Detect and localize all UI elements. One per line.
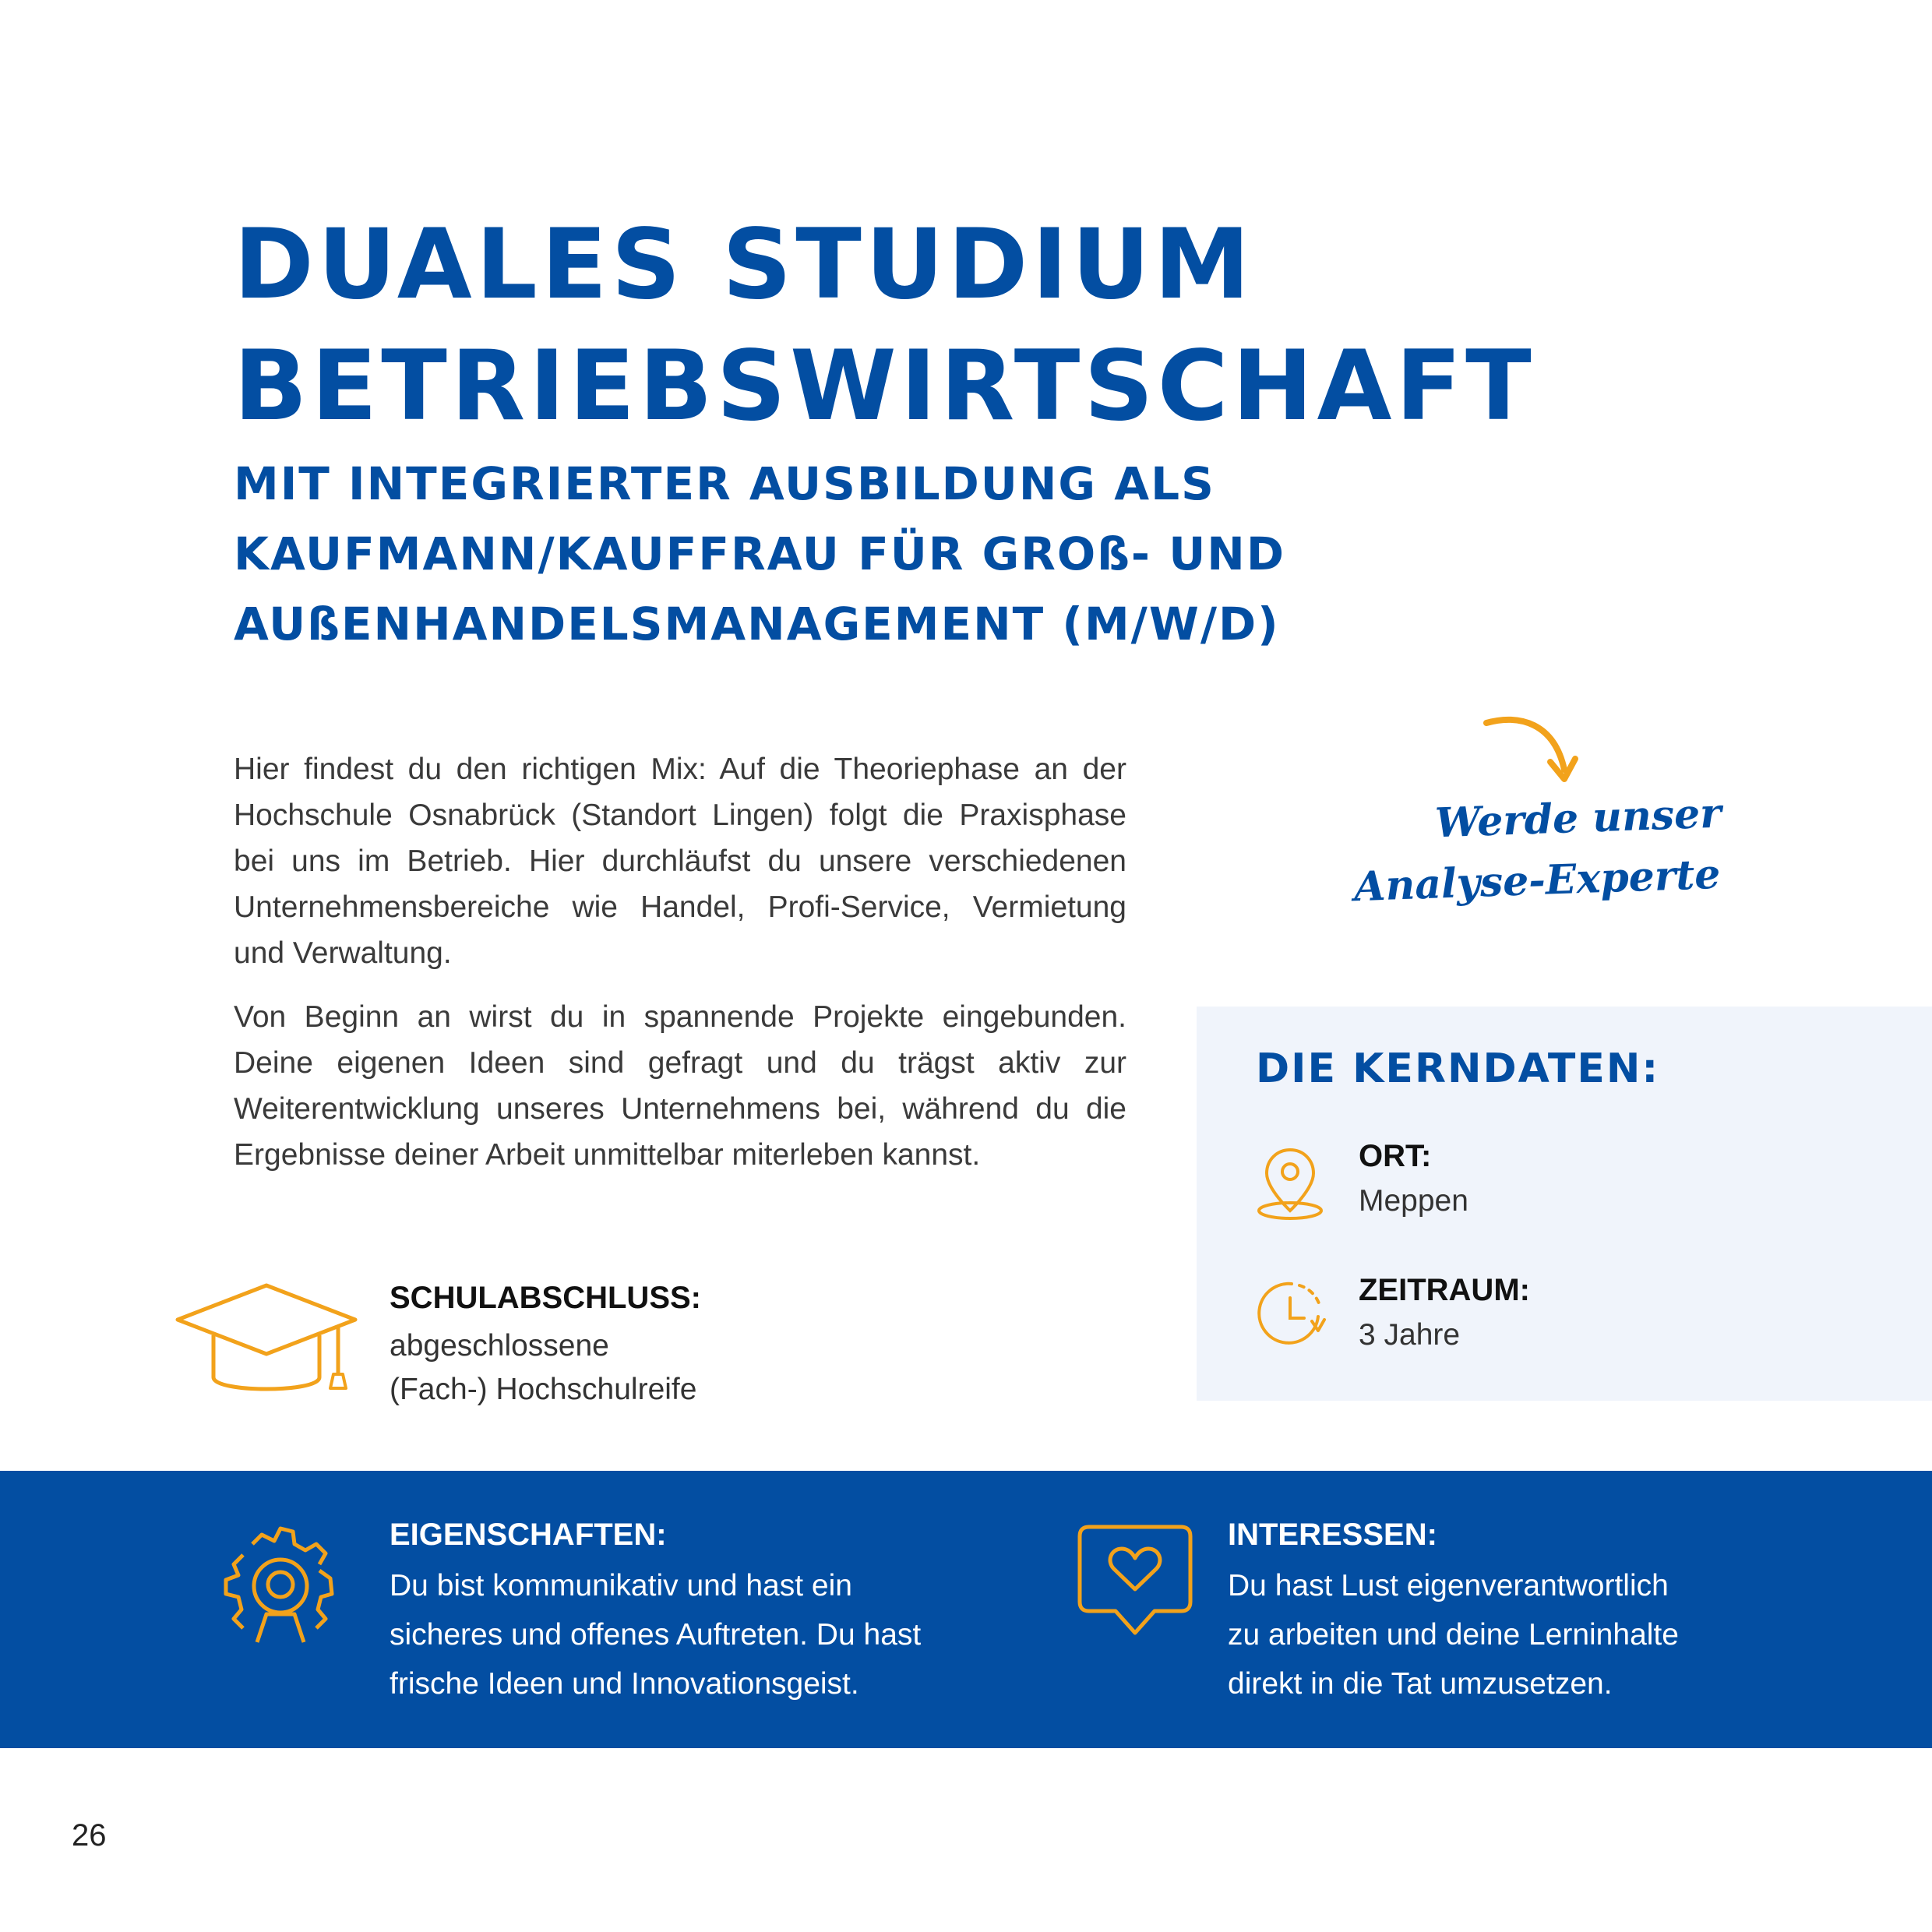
eigenschaften-line: sicheres und offenes Auftreten. Du hast bbox=[390, 1618, 922, 1652]
curved-arrow-icon bbox=[1480, 707, 1589, 793]
interessen-line: zu arbeiten und deine Lerninhalte bbox=[1228, 1618, 1679, 1652]
zeitraum-label: ZEITRAUM: bbox=[1359, 1273, 1530, 1307]
callout-line-1: Werde unser bbox=[1434, 789, 1722, 848]
eigenschaften-text bbox=[390, 1561, 921, 1708]
ort-value: Meppen bbox=[1359, 1184, 1468, 1218]
interessen-text bbox=[1228, 1561, 1679, 1708]
graduation-cap-icon bbox=[173, 1281, 360, 1405]
eigenschaften-line: Du bist kommunikativ und hast ein bbox=[390, 1569, 852, 1602]
eigenschaften-label: EIGENSCHAFTEN: bbox=[390, 1518, 667, 1552]
interessen-line: Du hast Lust eigenverantwortlich bbox=[1228, 1569, 1669, 1602]
schulabschluss-line: (Fach-) Hochschulreife bbox=[390, 1373, 697, 1406]
kerndaten-title: DIE KERNDATEN: bbox=[1256, 1045, 1660, 1092]
eigenschaften-line: frische Ideen und Innovationsgeist. bbox=[390, 1667, 859, 1701]
title-line: BETRIEBSWIRTSCHAFT bbox=[234, 330, 1535, 442]
interessen-label: INTERESSEN: bbox=[1228, 1518, 1437, 1552]
intro-paragraph-1: Hier findest du den richtigen Mix: Auf die Theoriephase an der Hochschule Osnabrück (Standort Lingen) folgt die Praxisphase bei uns im Betrieb. Hier durchläufst du unsere verschiedenen Unternehmensbereiche wie Handel, Profi-Service, Vermietung und Verwaltung. bbox=[234, 753, 1126, 970]
title-line: DUALES STUDIUM bbox=[234, 209, 1254, 321]
page-subtitle bbox=[234, 449, 1285, 659]
location-pin-icon bbox=[1253, 1144, 1327, 1222]
page-number: 26 bbox=[72, 1818, 107, 1853]
callout-line-2: Analyse-Experte bbox=[1353, 850, 1722, 911]
schulabschluss-line: abgeschlossene bbox=[390, 1329, 609, 1363]
clock-icon bbox=[1253, 1274, 1331, 1352]
schulabschluss-label: SCHULABSCHLUSS: bbox=[390, 1281, 701, 1315]
subtitle-line: AUßENHANDELSMANAGEMENT (M/W/D) bbox=[234, 598, 1280, 650]
heart-speech-bubble-icon bbox=[1077, 1524, 1193, 1638]
gear-person-icon bbox=[215, 1524, 346, 1648]
intro-paragraph-2: Von Beginn an wirst du in spannende Projekte eingebunden. Deine eigenen Ideen sind gefragt und du trägst aktiv zur Weiterentwicklung unseres Unternehmens bei, während du die Ergebnisse deiner Arbeit unmittelbar miterleben kannst. bbox=[234, 1000, 1126, 1172]
ort-label: ORT: bbox=[1359, 1139, 1432, 1173]
subtitle-line: KAUFMANN/KAUFFRAU FÜR GROß- UND bbox=[234, 527, 1285, 580]
zeitraum-value: 3 Jahre bbox=[1359, 1318, 1461, 1352]
page-title bbox=[234, 204, 1535, 447]
schulabschluss-value bbox=[390, 1324, 696, 1412]
subtitle-line: MIT INTEGRIERTER AUSBILDUNG ALS bbox=[234, 457, 1215, 510]
interessen-line: direkt in die Tat umzusetzen. bbox=[1228, 1667, 1613, 1701]
